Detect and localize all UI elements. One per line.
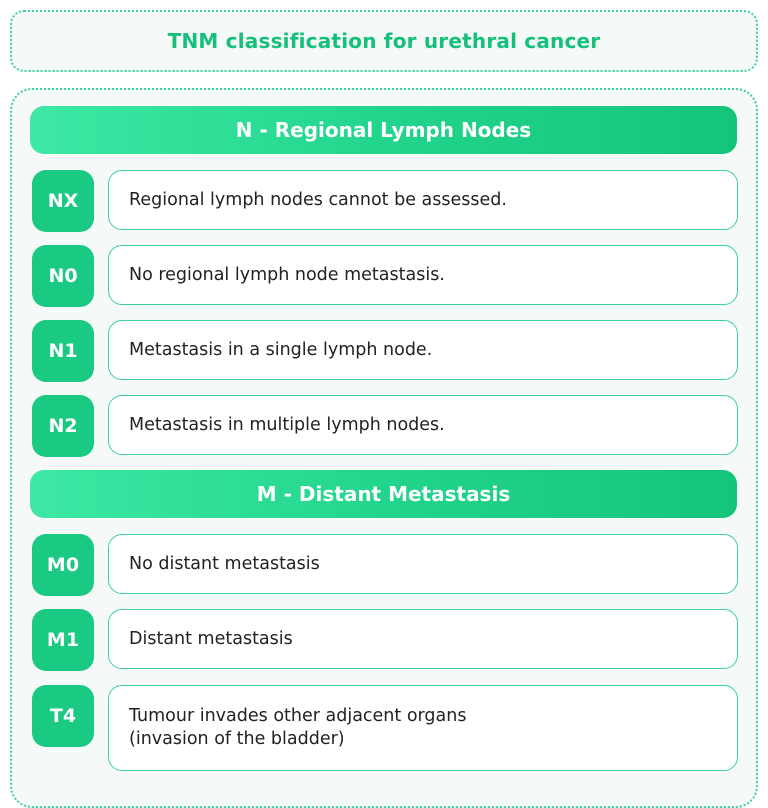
description-n2 bbox=[108, 395, 738, 455]
description-m1-text: Distant metastasis bbox=[129, 628, 293, 649]
code-badge-nx: NX bbox=[32, 170, 94, 232]
code-badge-n1: N1 bbox=[32, 320, 94, 382]
section-header-n-label: N - Regional Lymph Nodes bbox=[235, 118, 532, 142]
description-n0-text: No regional lymph node metastasis. bbox=[129, 264, 445, 285]
description-nx-text: Regional lymph nodes cannot be assessed. bbox=[129, 189, 507, 210]
description-t4 bbox=[108, 685, 738, 771]
description-n2-text: Metastasis in multiple lymph nodes. bbox=[129, 414, 445, 435]
page-title: TNM classification for urethral cancer bbox=[167, 29, 601, 53]
description-n1-text: Metastasis in a single lymph node. bbox=[129, 339, 433, 360]
code-badge-t4: T4 bbox=[32, 685, 94, 747]
description-m0 bbox=[108, 534, 738, 594]
description-nx bbox=[108, 170, 738, 230]
section-header-m-label: M - Distant Metastasis bbox=[256, 482, 511, 506]
code-badge-n0: N0 bbox=[32, 245, 94, 307]
description-t4-line-2: (invasion of the bladder) bbox=[129, 729, 345, 749]
description-m1 bbox=[108, 609, 738, 669]
description-n1 bbox=[108, 320, 738, 380]
description-m0-text: No distant metastasis bbox=[129, 553, 320, 574]
description-t4-line-1: Tumour invades other adjacent organs bbox=[129, 706, 467, 727]
section-header-n bbox=[30, 106, 737, 154]
code-badge-m1: M1 bbox=[32, 609, 94, 671]
code-badge-m0: M0 bbox=[32, 534, 94, 596]
section-header-m bbox=[30, 470, 737, 518]
code-badge-n2: N2 bbox=[32, 395, 94, 457]
description-n0 bbox=[108, 245, 738, 305]
title-box bbox=[10, 10, 758, 72]
